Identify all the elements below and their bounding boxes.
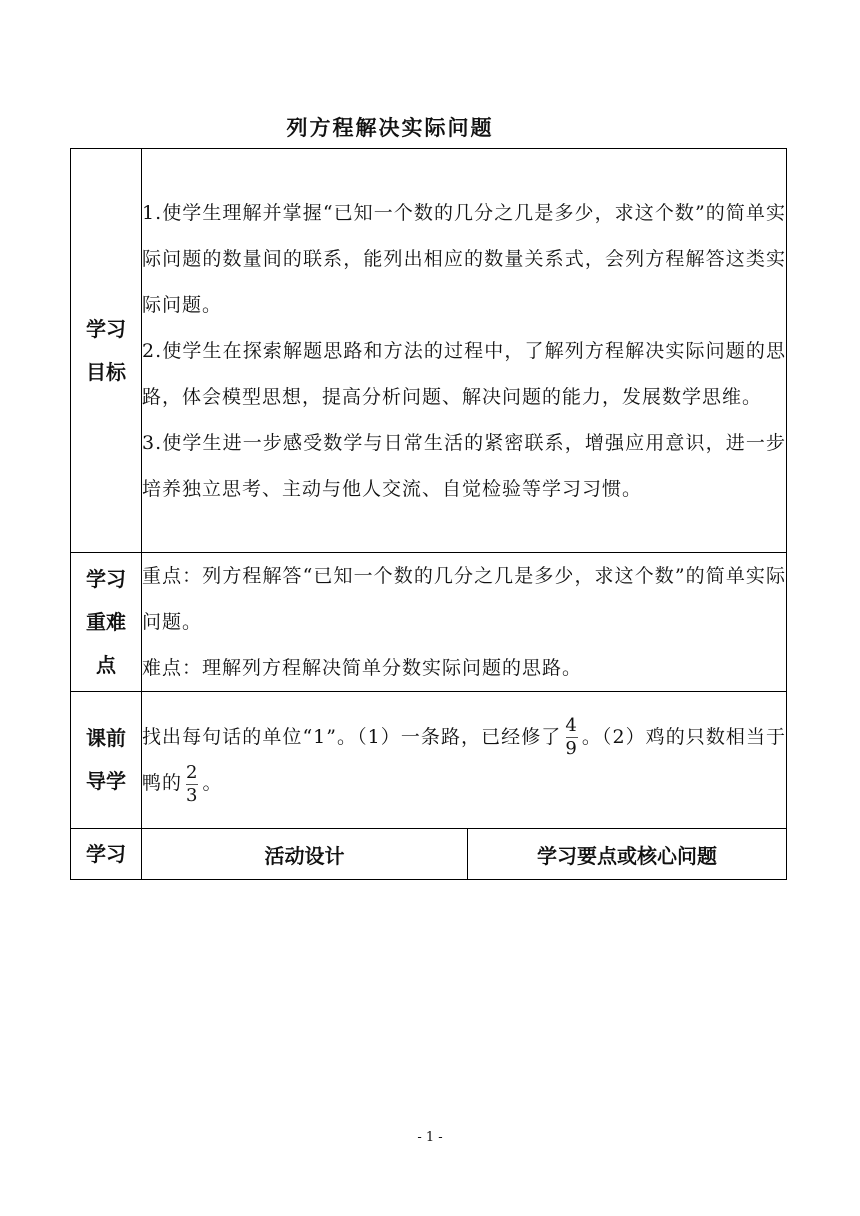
goal-item-1: 1.使学生理解并掌握“已知一个数的几分之几是多少，求这个数”的简单实际问题的数量间的联系，能列出相应的数量关系式，会列方程解答这类实际问题。: [142, 201, 786, 316]
key-question-header: 学习要点或核心问题: [468, 829, 787, 880]
preview-label-line2: 导学: [86, 769, 126, 793]
fraction-four-ninths: [564, 715, 578, 760]
goals-label: [71, 149, 142, 553]
preview-label-line1: 课前: [86, 726, 126, 750]
activity-header-row: [71, 829, 787, 880]
activity-label: 学习: [71, 829, 142, 880]
key-points-label-line3: 点: [96, 652, 116, 677]
goals-content: [142, 149, 787, 553]
preview-content: [142, 692, 787, 829]
fraction-denominator: 9: [565, 738, 578, 759]
goal-item-3: 3.使学生进一步感受数学与日常生活的紧密联系，增强应用意识，进一步培养独立思考、主动与他人交流、自觉检验等学习习惯。: [142, 431, 786, 500]
preview-text-part1: 找出每句话的单位“1”。（1）一条路，已经修了: [142, 725, 562, 748]
preview-text-part2: 。（2）鸡的只数相当于鸭的: [142, 725, 787, 794]
key-points-label: [71, 553, 142, 692]
goals-label-line2: 目标: [86, 359, 126, 384]
fraction-denominator: 3: [186, 784, 199, 806]
page-number: - 1 -: [417, 1130, 443, 1145]
goals-row: [71, 149, 787, 553]
lesson-plan-table: [70, 148, 787, 880]
activity-design-header: 活动设计: [142, 829, 468, 880]
document-title: 列方程解决实际问题: [286, 115, 494, 140]
fraction-numerator: 4: [565, 715, 578, 736]
preview-label: [71, 692, 142, 829]
preview-row: [71, 692, 787, 829]
goal-item-2: 2.使学生在探索解题思路和方法的过程中，了解列方程解决实际问题的思路，体会模型思想，提高分析问题、解决问题的能力，发展数学思维。: [142, 339, 786, 408]
difficulty-text: 难点：理解列方程解决简单分数实际问题的思路。: [142, 657, 583, 679]
key-points-row: [71, 553, 787, 692]
key-points-label-line2: 重难: [86, 609, 126, 634]
fraction-two-thirds: [185, 762, 199, 807]
fraction-numerator: 2: [186, 761, 199, 783]
preview-text-part3: 。: [202, 772, 223, 794]
focus-text: 重点：列方程解答“已知一个数的几分之几是多少，求这个数”的简单实际问题。: [142, 565, 786, 633]
key-points-content: [142, 553, 787, 692]
goals-label-line1: 学习: [86, 316, 126, 341]
key-points-label-line1: 学习: [86, 566, 126, 591]
